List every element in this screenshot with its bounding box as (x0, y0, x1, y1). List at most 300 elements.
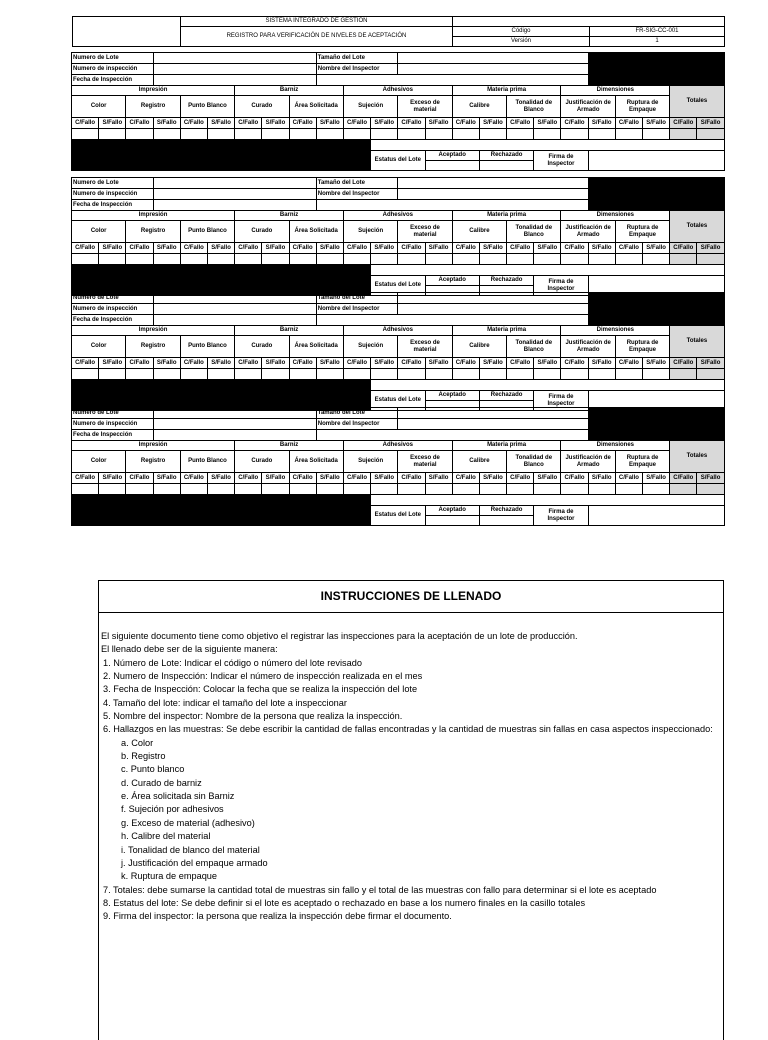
sin-fallo-label: S/Fallo (425, 243, 452, 254)
sin-fallo-label: S/Fallo (262, 358, 289, 369)
sub-calibre: Calibre (452, 451, 506, 473)
logo-area (73, 17, 181, 47)
count-entry-cell[interactable] (561, 254, 588, 265)
sin-fallo-label: S/Fallo (316, 473, 343, 484)
inspection-number-field[interactable] (153, 189, 316, 200)
con-fallo-label: C/Fallo (289, 358, 316, 369)
instruction-subitem: g. Exceso de material (adhesivo) (121, 817, 255, 828)
sub-ruptura-empaque: Ruptura de Empaque (615, 96, 669, 118)
count-entry-cell[interactable] (180, 254, 207, 265)
inspection-number-label: Numero de inspección (72, 304, 154, 315)
sub-punto-blanco: Punto Blanco (180, 221, 234, 243)
sin-fallo-label: S/Fallo (153, 358, 180, 369)
count-entry-cell[interactable] (398, 484, 425, 495)
instruction-subitem: d. Curado de barniz (121, 777, 202, 788)
con-fallo-label: C/Fallo (452, 243, 479, 254)
fallo-header-row (72, 243, 725, 254)
count-entry-cell[interactable] (588, 369, 615, 380)
count-entry-cell[interactable] (72, 484, 99, 495)
group-materia-prima: Materia prima (452, 211, 561, 221)
count-entry-cell[interactable] (561, 129, 588, 140)
count-entry-cell[interactable] (643, 129, 670, 140)
count-entry-cell[interactable] (371, 369, 398, 380)
count-entry-cell[interactable] (262, 369, 289, 380)
con-fallo-label: C/Fallo (180, 358, 207, 369)
instruction-subitem: c. Punto blanco (121, 764, 185, 775)
version-value: 1 (590, 37, 725, 47)
count-entry-cell[interactable] (262, 484, 289, 495)
sub-tonalidad-blanco: Tonalidad de Blanco (507, 221, 561, 243)
black-block (588, 408, 724, 441)
group-dimensiones: Dimensiones (561, 326, 670, 336)
count-entry-cell[interactable] (72, 369, 99, 380)
count-entry-cell[interactable] (588, 254, 615, 265)
count-entry-cell[interactable] (452, 484, 479, 495)
count-entry-cell[interactable] (507, 369, 534, 380)
instruction-step: 5. Nombre del inspector: Nombre de la persona que realiza la inspección. (103, 711, 403, 722)
rejected-field[interactable] (479, 516, 533, 526)
instructions-panel (98, 580, 724, 1040)
group-adhesivos: Adhesivos (343, 211, 452, 221)
count-entry-cell[interactable] (452, 369, 479, 380)
con-fallo-label: C/Fallo (507, 473, 534, 484)
count-entry-cell[interactable] (235, 484, 262, 495)
count-entry-cell[interactable] (615, 254, 642, 265)
sub-punto-blanco: Punto Blanco (180, 451, 234, 473)
count-entry-cell[interactable] (452, 129, 479, 140)
fallo-header-row (72, 473, 725, 484)
count-entry-cell[interactable] (126, 369, 153, 380)
accepted-label: Aceptado (425, 276, 479, 286)
sin-fallo-label: S/Fallo (316, 118, 343, 129)
count-entry-cell[interactable] (697, 369, 724, 380)
count-entry-cell[interactable] (289, 254, 316, 265)
count-entry-cell[interactable] (643, 369, 670, 380)
instructions-body (99, 613, 723, 924)
count-entry-cell[interactable] (99, 369, 126, 380)
instruction-step: 1. Número de Lote: Indicar el código o número del lote revisado (103, 657, 362, 668)
count-entry-cell[interactable] (398, 369, 425, 380)
inspector-name-field[interactable] (398, 419, 588, 430)
con-fallo-label: C/Fallo (343, 243, 370, 254)
empty-cell (371, 380, 725, 391)
lot-number-label: Numero de Lote (72, 53, 154, 64)
sub-exceso-material: Exceso de material (398, 221, 452, 243)
count-entry-cell[interactable] (479, 369, 506, 380)
inspection-number-label: Numero de inspección (72, 64, 154, 75)
count-entry-cell[interactable] (207, 254, 234, 265)
count-entry-cell[interactable] (452, 254, 479, 265)
inspector-name-label: Nombre del Inspector (316, 64, 398, 75)
inspector-signature-label: Firma de Inspector (534, 276, 588, 296)
instruction-subitem: f. Sujeción por adhesivos (121, 804, 224, 815)
sub-registro: Registro (126, 451, 180, 473)
count-entry-cell[interactable] (343, 254, 370, 265)
sub-curado: Curado (235, 336, 289, 358)
count-entry-cell[interactable] (615, 129, 642, 140)
count-entry-cell[interactable] (235, 129, 262, 140)
lot-status-label: Estatus del Lote (371, 276, 425, 296)
count-entry-cell[interactable] (425, 254, 452, 265)
sin-fallo-label: S/Fallo (207, 118, 234, 129)
code-label: Código (453, 27, 590, 37)
count-entry-cell[interactable] (316, 369, 343, 380)
group-dimensiones: Dimensiones (561, 441, 670, 451)
inspection-date-field[interactable] (153, 75, 316, 86)
count-entry-cell[interactable] (153, 369, 180, 380)
count-entry-cell[interactable] (289, 129, 316, 140)
lot-number-field[interactable] (153, 53, 316, 64)
con-fallo-label: C/Fallo (343, 473, 370, 484)
sub-curado: Curado (235, 96, 289, 118)
rejected-label: Rechazado (479, 276, 533, 286)
group-barniz: Barniz (235, 86, 344, 96)
con-fallo-label: C/Fallo (452, 473, 479, 484)
con-fallo-label: C/Fallo (235, 358, 262, 369)
sub-tonalidad-blanco: Tonalidad de Blanco (507, 96, 561, 118)
header-empty-cell (453, 17, 725, 27)
inspection-block (71, 407, 725, 526)
count-entry-cell[interactable] (343, 484, 370, 495)
count-entry-cell[interactable] (153, 254, 180, 265)
count-entry-cell[interactable] (398, 129, 425, 140)
count-entry-cell[interactable] (561, 369, 588, 380)
count-entry-cell[interactable] (371, 254, 398, 265)
con-fallo-label: C/Fallo (615, 358, 642, 369)
fallo-header-row (72, 118, 725, 129)
group-impresion: Impresión (72, 86, 235, 96)
entry-row (72, 129, 725, 140)
con-fallo-label: C/Fallo (561, 358, 588, 369)
count-entry-cell[interactable] (180, 484, 207, 495)
con-fallo-label: C/Fallo (126, 118, 153, 129)
system-title: SISTEMA INTEGRADO DE GESTIÓN (181, 17, 453, 27)
lot-size-field[interactable] (398, 293, 588, 304)
count-entry-cell[interactable] (371, 484, 398, 495)
lot-number-label: Numero de Lote (72, 408, 154, 419)
sin-fallo-label: S/Fallo (262, 118, 289, 129)
count-entry-cell[interactable] (670, 484, 697, 495)
group-materia-prima: Materia prima (452, 86, 561, 96)
count-entry-cell[interactable] (615, 369, 642, 380)
sub-color: Color (72, 96, 126, 118)
count-entry-cell[interactable] (180, 369, 207, 380)
inspector-name-field[interactable] (398, 64, 588, 75)
entry-row (72, 484, 725, 495)
black-block (588, 178, 724, 211)
count-entry-cell[interactable] (534, 369, 561, 380)
lot-status-label: Estatus del Lote (371, 151, 425, 171)
count-entry-cell[interactable] (316, 129, 343, 140)
count-entry-cell[interactable] (371, 129, 398, 140)
inspector-name-field[interactable] (398, 189, 588, 200)
sub-sujecion: Sujeción (343, 336, 397, 358)
sub-curado: Curado (235, 451, 289, 473)
sub-curado: Curado (235, 221, 289, 243)
count-entry-cell[interactable] (534, 129, 561, 140)
count-entry-cell[interactable] (670, 254, 697, 265)
count-entry-cell[interactable] (207, 129, 234, 140)
count-entry-cell[interactable] (507, 129, 534, 140)
sin-fallo-label: S/Fallo (99, 118, 126, 129)
sin-fallo-label: S/Fallo (479, 473, 506, 484)
count-entry-cell[interactable] (643, 484, 670, 495)
inspection-date-field[interactable] (153, 200, 316, 211)
sin-fallo-label: S/Fallo (207, 473, 234, 484)
con-fallo-label: C/Fallo (507, 358, 534, 369)
count-entry-cell[interactable] (398, 254, 425, 265)
inspection-date-field[interactable] (153, 315, 316, 326)
lot-number-label: Numero de Lote (72, 178, 154, 189)
rejected-label: Rechazado (479, 151, 533, 161)
sub-area-solicitada: Área Solicitada (289, 221, 343, 243)
sub-area-solicitada: Área Solicitada (289, 96, 343, 118)
empty-cell (316, 75, 588, 86)
empty-cell (371, 495, 725, 506)
inspector-name-label: Nombre del Inspector (316, 189, 398, 200)
lot-size-label: Tamaño del Lote (316, 178, 398, 189)
count-entry-cell[interactable] (99, 484, 126, 495)
sub-sujecion: Sujeción (343, 221, 397, 243)
lot-size-label: Tamaño del Lote (316, 408, 398, 419)
inspection-date-label: Fecha de Inspección (72, 315, 154, 326)
inspector-name-label: Nombre del Inspector (316, 304, 398, 315)
count-entry-cell[interactable] (262, 129, 289, 140)
sub-sujecion: Sujeción (343, 451, 397, 473)
con-fallo-label: C/Fallo (72, 358, 99, 369)
group-materia-prima: Materia prima (452, 441, 561, 451)
empty-cell (371, 265, 725, 276)
lot-size-field[interactable] (398, 408, 588, 419)
sin-fallo-label: S/Fallo (99, 358, 126, 369)
con-fallo-label: C/Fallo (452, 118, 479, 129)
sin-fallo-label: S/Fallo (262, 243, 289, 254)
lot-size-field[interactable] (398, 178, 588, 189)
sin-fallo-label: S/Fallo (643, 243, 670, 254)
count-entry-cell[interactable] (72, 129, 99, 140)
sin-fallo-label: S/Fallo (588, 243, 615, 254)
sin-fallo-label: S/Fallo (425, 473, 452, 484)
sin-fallo-label: S/Fallo (588, 118, 615, 129)
count-entry-cell[interactable] (588, 484, 615, 495)
count-entry-cell[interactable] (99, 129, 126, 140)
code-value: FR-SIG-CC-001 (590, 27, 725, 37)
instruction-subitem: j. Justificación del empaque armado (121, 857, 268, 868)
version-label: Versión (453, 37, 590, 47)
inspector-name-label: Nombre del Inspector (316, 419, 398, 430)
black-bar (72, 140, 371, 171)
count-entry-cell[interactable] (670, 129, 697, 140)
document-header (72, 16, 725, 47)
sin-fallo-label: S/Fallo (262, 473, 289, 484)
form-title: REGISTRO PARA VERIFICACIÓN DE NIVELES DE ACEPTACIÓN (181, 27, 453, 47)
con-fallo-label: C/Fallo (670, 118, 697, 129)
sin-fallo-label: S/Fallo (479, 118, 506, 129)
count-entry-cell[interactable] (643, 254, 670, 265)
count-entry-cell[interactable] (561, 484, 588, 495)
instructions-intro: El siguiente documento tiene como objetivo el registrar las inspecciones para la aceptación de un lote de producción. (101, 631, 578, 641)
inspection-number-field[interactable] (153, 304, 316, 315)
inspection-number-field[interactable] (153, 419, 316, 430)
instruction-step: 4. Tamaño del lote: indicar el tamaño del lote a inspeccionar (103, 697, 347, 708)
count-entry-cell[interactable] (507, 254, 534, 265)
instruction-step: 6. Hallazgos en las muestras: Se debe escribir la cantidad de fallas encontradas y la cantidad de muestras sin fallas en casa aspectos inspeccionado: (103, 724, 713, 735)
con-fallo-label: C/Fallo (670, 358, 697, 369)
count-entry-cell[interactable] (425, 369, 452, 380)
sub-exceso-material: Exceso de material (398, 451, 452, 473)
group-materia-prima: Materia prima (452, 326, 561, 336)
count-entry-cell[interactable] (235, 369, 262, 380)
accepted-field[interactable] (425, 516, 479, 526)
inspection-date-label: Fecha de Inspección (72, 75, 154, 86)
sub-exceso-material: Exceso de material (398, 336, 452, 358)
count-entry-cell[interactable] (534, 254, 561, 265)
con-fallo-label: C/Fallo (398, 358, 425, 369)
count-entry-cell[interactable] (534, 484, 561, 495)
con-fallo-label: C/Fallo (289, 118, 316, 129)
sub-registro: Registro (126, 221, 180, 243)
inspection-date-field[interactable] (153, 430, 316, 441)
black-block (588, 293, 724, 326)
count-entry-cell[interactable] (262, 254, 289, 265)
instruction-subitem: i. Tonalidad de blanco del material (121, 844, 260, 855)
totales-header: Totales (670, 326, 724, 358)
sub-justificacion-armado: Justificación de Armado (561, 96, 615, 118)
con-fallo-label: C/Fallo (126, 358, 153, 369)
count-entry-cell[interactable] (479, 484, 506, 495)
sub-color: Color (72, 451, 126, 473)
totales-header: Totales (670, 86, 724, 118)
lot-status-label: Estatus del Lote (371, 391, 425, 411)
inspector-signature-label: Firma de Inspector (534, 391, 588, 411)
sin-fallo-label: S/Fallo (153, 473, 180, 484)
sub-justificacion-armado: Justificación de Armado (561, 221, 615, 243)
sin-fallo-label: S/Fallo (207, 358, 234, 369)
lot-size-label: Tamaño del Lote (316, 53, 398, 64)
sin-fallo-label: S/Fallo (697, 243, 724, 254)
count-entry-cell[interactable] (72, 254, 99, 265)
con-fallo-label: C/Fallo (615, 243, 642, 254)
sin-fallo-label: S/Fallo (99, 473, 126, 484)
lot-number-field[interactable] (153, 178, 316, 189)
count-entry-cell[interactable] (207, 369, 234, 380)
instructions-title: INSTRUCCIONES DE LLENADO (99, 581, 723, 613)
totales-header: Totales (670, 441, 724, 473)
count-entry-cell[interactable] (697, 484, 724, 495)
count-entry-cell[interactable] (235, 254, 262, 265)
count-entry-cell[interactable] (343, 369, 370, 380)
inspector-signature-field[interactable] (588, 151, 724, 171)
count-entry-cell[interactable] (153, 484, 180, 495)
sub-sujecion: Sujeción (343, 96, 397, 118)
con-fallo-label: C/Fallo (561, 118, 588, 129)
count-entry-cell[interactable] (425, 484, 452, 495)
inspector-signature-field[interactable] (588, 506, 724, 526)
count-entry-cell[interactable] (289, 369, 316, 380)
sub-ruptura-empaque: Ruptura de Empaque (615, 336, 669, 358)
sub-punto-blanco: Punto Blanco (180, 336, 234, 358)
inspection-number-field[interactable] (153, 64, 316, 75)
count-entry-cell[interactable] (126, 129, 153, 140)
count-entry-cell[interactable] (207, 484, 234, 495)
con-fallo-label: C/Fallo (180, 243, 207, 254)
count-entry-cell[interactable] (126, 254, 153, 265)
totales-header: Totales (670, 211, 724, 243)
con-fallo-label: C/Fallo (615, 473, 642, 484)
sub-color: Color (72, 336, 126, 358)
count-entry-cell[interactable] (507, 484, 534, 495)
sin-fallo-label: S/Fallo (534, 358, 561, 369)
sin-fallo-label: S/Fallo (479, 243, 506, 254)
inspector-signature-label: Firma de Inspector (534, 151, 588, 171)
count-entry-cell[interactable] (180, 129, 207, 140)
empty-cell (316, 315, 588, 326)
count-entry-cell[interactable] (615, 484, 642, 495)
group-barniz: Barniz (235, 211, 344, 221)
instruction-subitem: b. Registro (121, 751, 166, 762)
count-entry-cell[interactable] (697, 129, 724, 140)
count-entry-cell[interactable] (670, 369, 697, 380)
accepted-field[interactable] (425, 161, 479, 171)
instruction-subitem: h. Calibre del material (121, 831, 211, 842)
inspector-name-field[interactable] (398, 304, 588, 315)
count-entry-cell[interactable] (697, 254, 724, 265)
empty-cell (316, 200, 588, 211)
sin-fallo-label: S/Fallo (371, 243, 398, 254)
lot-number-field[interactable] (153, 408, 316, 419)
count-entry-cell[interactable] (316, 484, 343, 495)
sub-calibre: Calibre (452, 221, 506, 243)
sub-justificacion-armado: Justificación de Armado (561, 451, 615, 473)
rejected-label: Rechazado (479, 506, 533, 516)
lot-size-field[interactable] (398, 53, 588, 64)
sin-fallo-label: S/Fallo (153, 118, 180, 129)
count-entry-cell[interactable] (99, 254, 126, 265)
count-entry-cell[interactable] (126, 484, 153, 495)
count-entry-cell[interactable] (289, 484, 316, 495)
sin-fallo-label: S/Fallo (425, 118, 452, 129)
lot-number-label: Numero de Lote (72, 293, 154, 304)
sub-registro: Registro (126, 336, 180, 358)
lot-number-field[interactable] (153, 293, 316, 304)
count-entry-cell[interactable] (479, 254, 506, 265)
con-fallo-label: C/Fallo (289, 243, 316, 254)
black-bar (72, 495, 371, 526)
con-fallo-label: C/Fallo (561, 473, 588, 484)
rejected-field[interactable] (479, 161, 533, 171)
con-fallo-label: C/Fallo (561, 243, 588, 254)
entry-row (72, 369, 725, 380)
sin-fallo-label: S/Fallo (534, 473, 561, 484)
inspection-block (71, 292, 725, 411)
con-fallo-label: C/Fallo (343, 118, 370, 129)
entry-row (72, 254, 725, 265)
count-entry-cell[interactable] (153, 129, 180, 140)
sin-fallo-label: S/Fallo (371, 358, 398, 369)
count-entry-cell[interactable] (425, 129, 452, 140)
sin-fallo-label: S/Fallo (316, 243, 343, 254)
instruction-subitem: k. Ruptura de empaque (121, 871, 218, 882)
count-entry-cell[interactable] (479, 129, 506, 140)
count-entry-cell[interactable] (316, 254, 343, 265)
sub-justificacion-armado: Justificación de Armado (561, 336, 615, 358)
group-impresion: Impresión (72, 211, 235, 221)
con-fallo-label: C/Fallo (343, 358, 370, 369)
count-entry-cell[interactable] (588, 129, 615, 140)
accepted-label: Aceptado (425, 391, 479, 401)
count-entry-cell[interactable] (343, 129, 370, 140)
sin-fallo-label: S/Fallo (534, 243, 561, 254)
